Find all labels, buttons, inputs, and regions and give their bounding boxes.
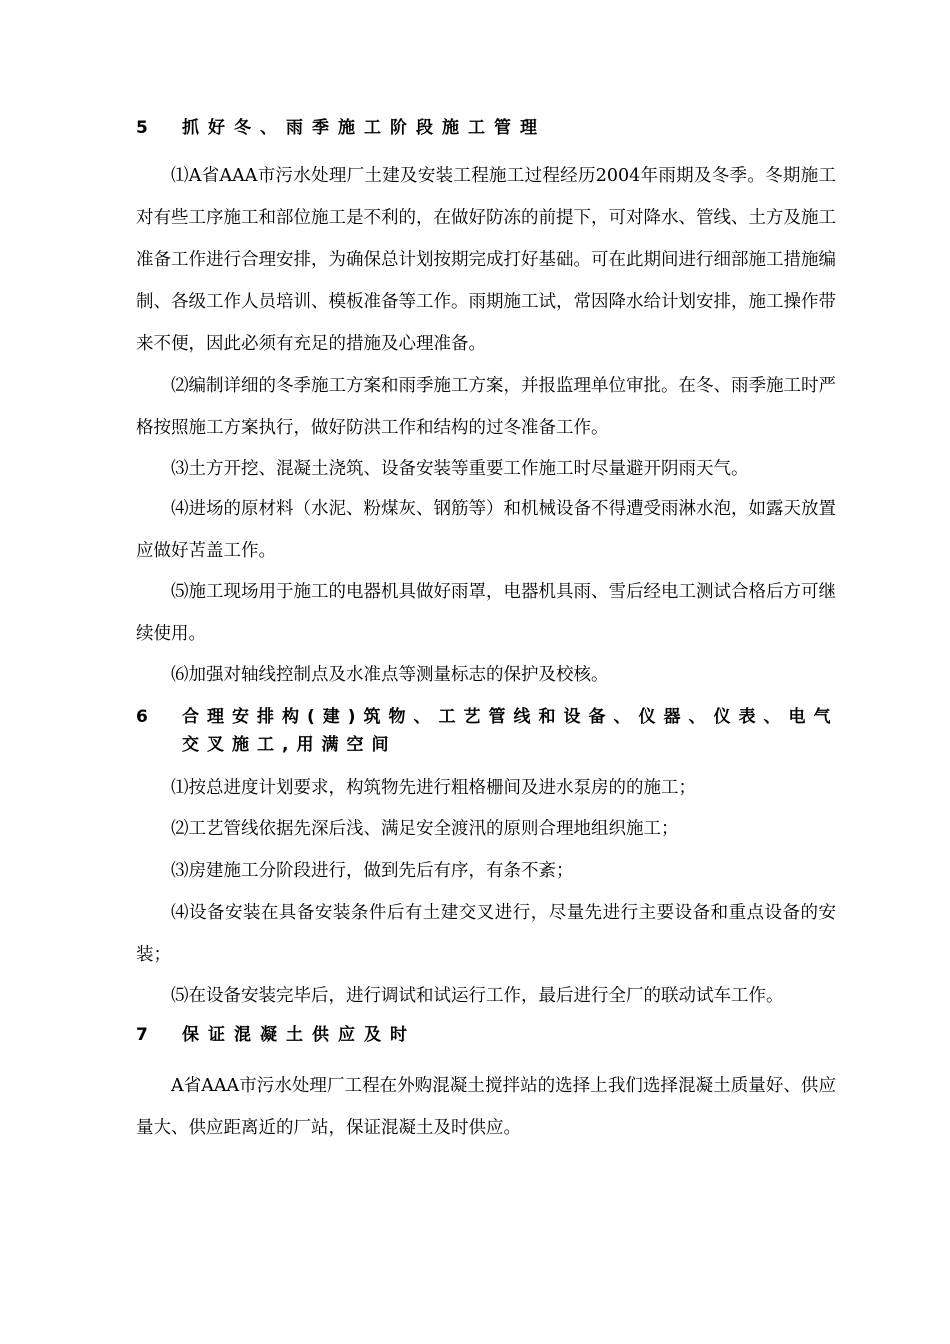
- section-number: 7: [136, 1025, 148, 1045]
- paragraph: ⑷设备安装在具备安装条件后有土建交叉进行，尽量先进行主要设备和重点设备的安装；: [136, 903, 836, 965]
- paragraph: ⑹加强对轴线控制点及水准点等测量标志的保护及校核。: [171, 665, 609, 685]
- section-title: 保证混凝土供应及时: [182, 1025, 416, 1045]
- section-title: 合理安排构(建)筑物、工艺管线和设备、仪器、仪表、电气交叉施工,用满空间: [182, 707, 839, 755]
- section-heading-5: [136, 114, 546, 142]
- paragraph: ⑸施工现场用于施工的电器机具做好雨罩，电器机具雨、雪后经电工测试合格后方可继续使用。: [136, 582, 836, 644]
- paragraph: ⑴按总进度计划要求，构筑物先进行粗格栅间及进水泵房的的施工；: [171, 778, 696, 798]
- section-number: 6: [136, 707, 148, 727]
- paragraph: ⑷进场的原材料（水泥、粉煤灰、钢筋等）和机械设备不得遭受雨淋水泡，如露天放置应做好苫盖工作。: [136, 499, 836, 561]
- section-number: 5: [136, 118, 148, 138]
- section-title: 抓好冬、雨季施工阶段施工管理: [182, 118, 546, 138]
- paragraph: ⑴A省AAA市污水处理厂土建及安装工程施工过程经历2004年雨期及冬季。冬期施工对有些工序施工和部位施工是不利的，在做好防冻的前提下，可对降水、管线、土方及施工准备工作进行合理安排，为确保总计划按期完成打好基础。可在此期间进行细部施工措施编制、各级工作人员培训、模板准备等工作。雨期施工试，常因降水给计划安排，施工操作带来不便，因此必须有充足的措施及心理准备。: [136, 166, 836, 354]
- paragraph: A省AAA市污水处理厂工程在外购混凝土搅拌站的选择上我们选择混凝土质量好、供应量大、供应距离近的厂站，保证混凝土及时供应。: [136, 1076, 836, 1138]
- paragraph: ⑸在设备安装完毕后，进行调试和试运行工作，最后进行全厂的联动试车工作。: [171, 986, 784, 1006]
- paragraph: ⑵工艺管线依据先深后浅、满足安全渡汛的原则合理地组织施工；: [171, 819, 679, 839]
- section-heading-6: [136, 703, 842, 759]
- paragraph: ⑵编制详细的冬季施工方案和雨季施工方案，并报监理单位审批。在冬、雨季施工时严格按照施工方案执行，做好防洪工作和结构的过冬准备工作。: [136, 376, 836, 438]
- section-heading-7: [136, 1021, 416, 1049]
- paragraph: ⑶房建施工分阶段进行，做到先后有序，有条不紊；: [171, 861, 574, 881]
- paragraph: ⑶土方开挖、混凝土浇筑、设备安装等重要工作施工时尽量避开阴雨天气。: [171, 459, 749, 479]
